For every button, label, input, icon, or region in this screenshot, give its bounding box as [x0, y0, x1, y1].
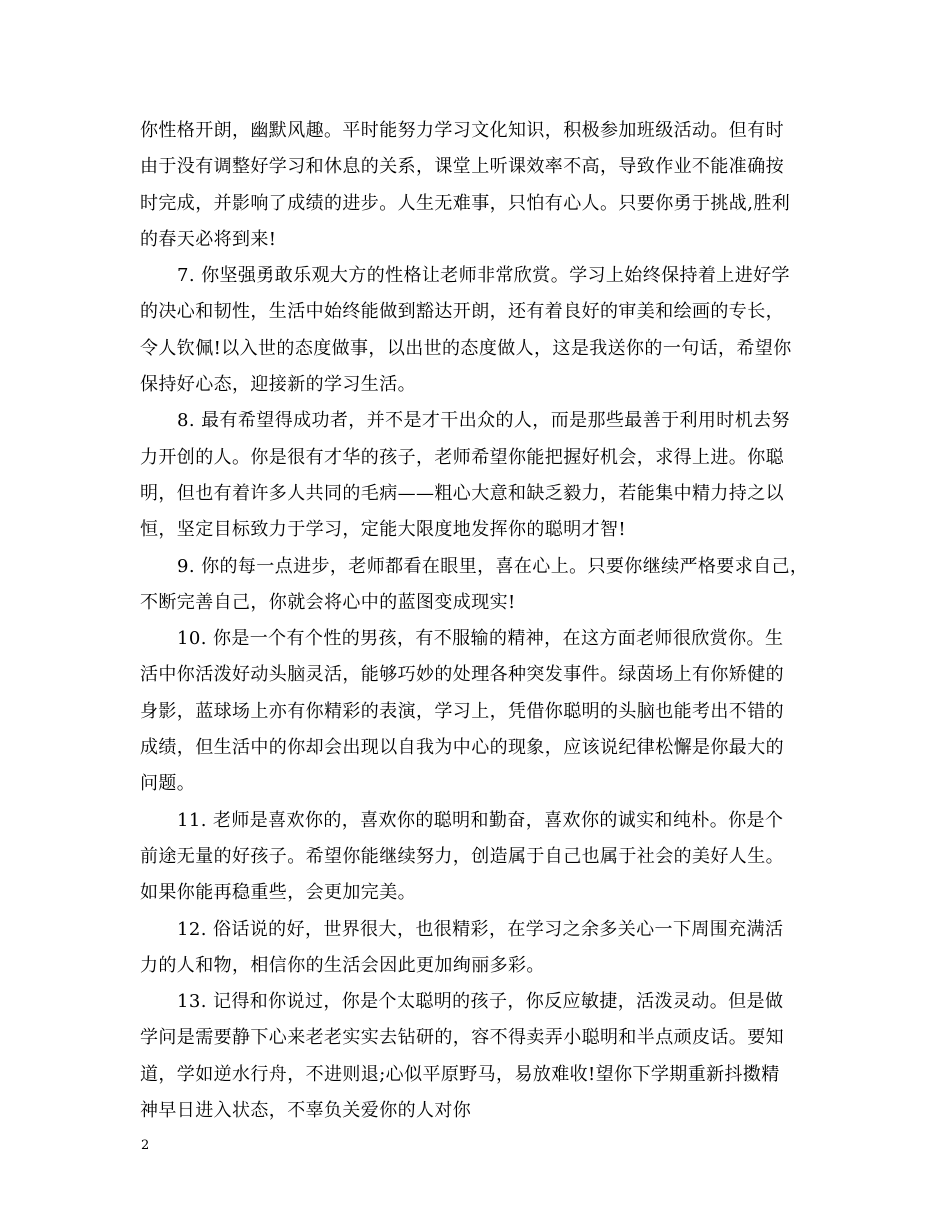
text-line: 令人钦佩!以入世的态度做事，以出世的态度做人，这是我送你的一句话，希望你	[140, 337, 792, 359]
paragraph-12-start: 12. 俗话说的好，世界很大，也很精彩，在学习之余多关心一下周围充满活	[177, 918, 784, 940]
text-line: 神早日进入状态，不辜负关爱你的人对你	[140, 1100, 472, 1122]
text-line: 问题。	[140, 773, 196, 795]
text-line: 恒，坚定目标致力于学习，定能大限度地发挥你的聪明才智!	[140, 519, 627, 541]
text-line: 成绩，但生活中的你却会出现以自我为中心的现象，应该说纪律松懈是你最大的	[140, 737, 784, 759]
body-text	[140, 113, 820, 1129]
paragraph-10-start: 10. 你是一个有个性的男孩，有不服输的精神，在这方面老师很欣赏你。生	[177, 628, 784, 650]
text-line: 由于没有调整好学习和休息的关系，课堂上听课效率不高，导致作业不能准确按	[140, 156, 784, 178]
text-line: 前途无量的好孩子。希望你能继续努力，创造属于自己也属于社会的美好人生。	[140, 845, 784, 867]
text-line: 的春天必将到来!	[140, 228, 277, 250]
text-line: 身影，蓝球场上亦有你精彩的表演，学习上，凭借你聪明的头脑也能考出不错的	[140, 700, 784, 722]
text-line: 的决心和韧性，生活中始终能做到豁达开朗，还有着良好的审美和绘画的专长，	[140, 301, 784, 323]
text-line: 你性格开朗，幽默风趣。平时能努力学习文化知识，积极参加班级活动。但有时	[140, 120, 784, 141]
text-line: 时完成，并影响了成绩的进步。人生无难事，只怕有心人。只要你勇于挑战,胜利	[140, 192, 791, 214]
text-line: 力的人和物，相信你的生活会因此更加绚丽多彩。	[140, 954, 545, 976]
text-line: 保持好心态，迎接新的学习生活。	[140, 374, 416, 396]
page-number: 2	[141, 1138, 150, 1153]
text-line: 道，学如逆水行舟，不进则退;心似平原野马，易放难收!望你下学期重新抖擞精	[140, 1063, 780, 1085]
paragraph-9-start: 9. 你的每一点进步，老师都看在眼里，喜在心上。只要你继续严格要求自己，	[177, 555, 809, 577]
text-line: 力开创的人。你是很有才华的孩子，老师希望你能把握好机会，求得上进。你聪	[140, 446, 784, 468]
text-line: 如果你能再稳重些，会更加完美。	[140, 882, 416, 904]
paragraph-7-start: 7. 你坚强勇敢乐观大方的性格让老师非常欣赏。学习上始终保持着上进好学	[177, 265, 790, 287]
text-line: 活中你活泼好动头脑灵活，能够巧妙的处理各种突发事件。绿茵场上有你矫健的	[140, 664, 784, 686]
text-line: 明，但也有着许多人共同的毛病——粗心大意和缺乏毅力，若能集中精力持之以	[140, 482, 784, 504]
paragraph-11-start: 11. 老师是喜欢你的，喜欢你的聪明和勤奋，喜欢你的诚实和纯朴。你是个	[177, 809, 784, 831]
paragraph-13-start: 13. 记得和你说过，你是个太聪明的孩子，你反应敏捷，活泼灵动。但是做	[177, 991, 784, 1013]
text-line: 不断完善自己，你就会将心中的蓝图变成现实!	[140, 591, 516, 613]
paragraph-8-start: 8. 最有希望得成功者，并不是才干出众的人，而是那些最善于利用时机去努	[177, 410, 790, 432]
text-line: 学问是需要静下心来老老实实去钻研的，容不得卖弄小聪明和半点顽皮话。要知	[140, 1027, 784, 1049]
